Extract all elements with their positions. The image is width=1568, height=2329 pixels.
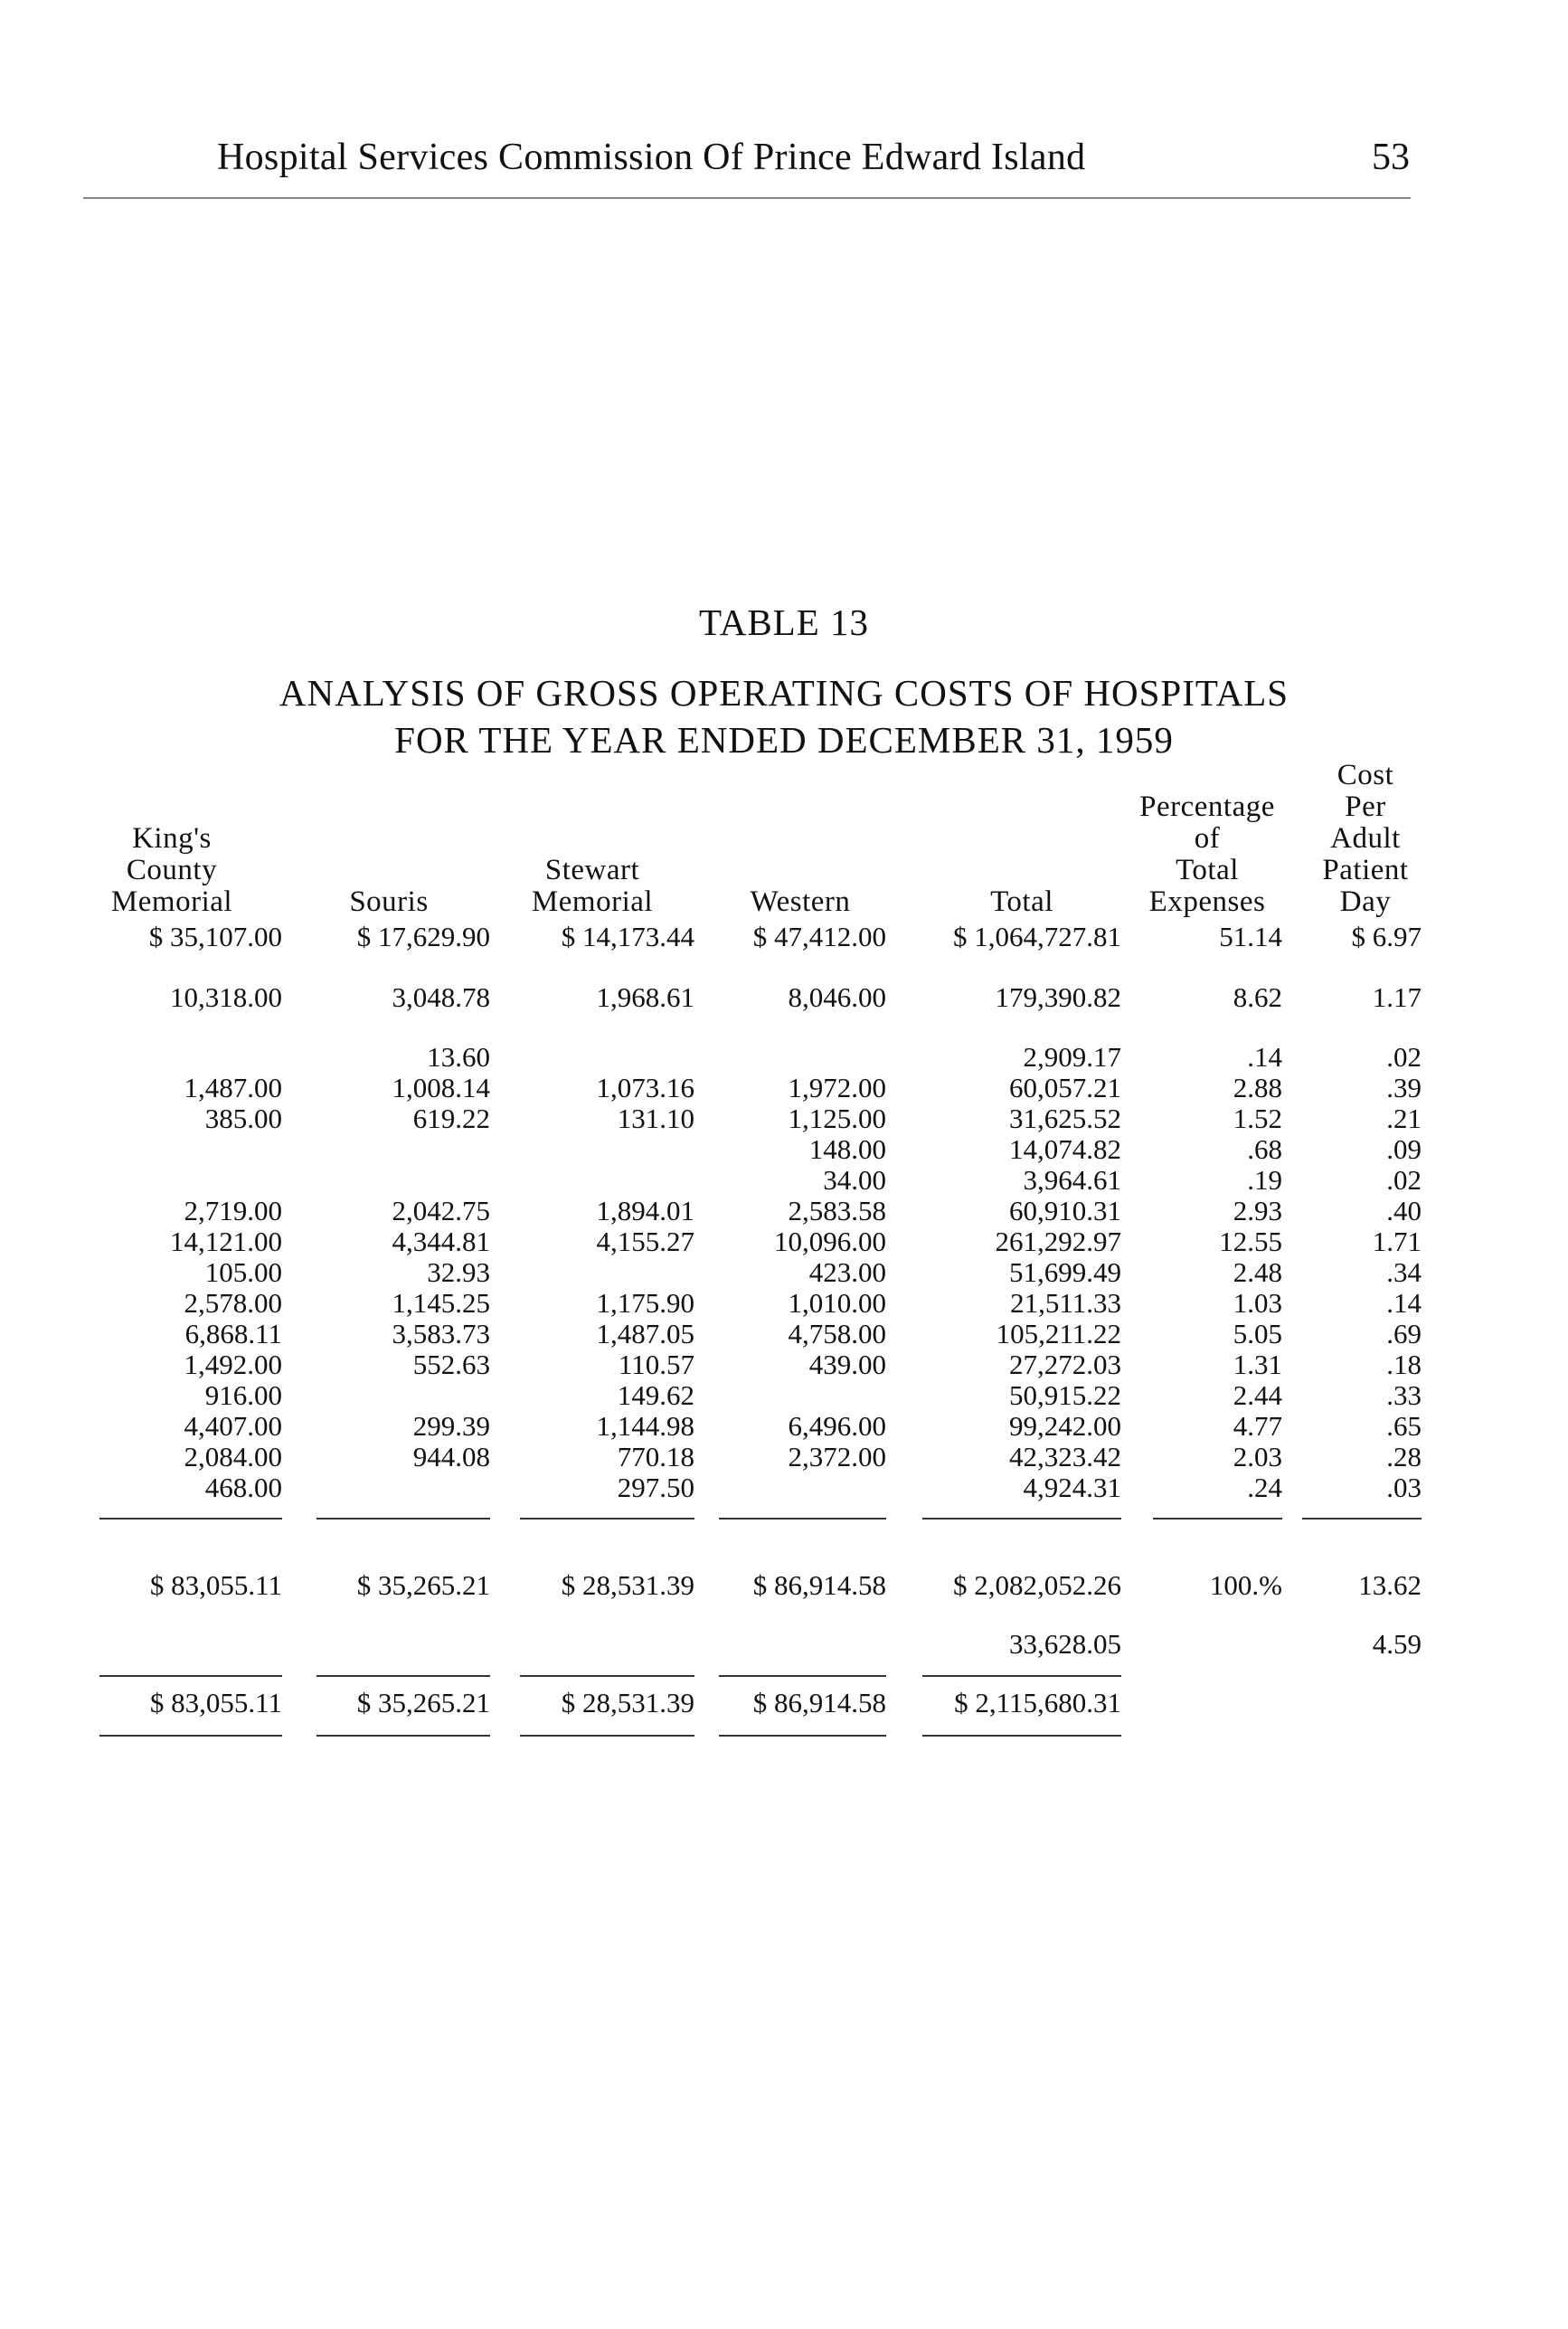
grand-total-underline <box>719 1735 886 1737</box>
cell-cost-per-day: .40 <box>1386 1195 1422 1226</box>
cell-kings-county: 105.00 <box>204 1256 282 1288</box>
cell-stewart: $ 28,531.39 <box>561 1569 694 1601</box>
cell-cost-per-day: .34 <box>1386 1256 1422 1288</box>
cell-souris: 2,042.75 <box>392 1195 490 1226</box>
cell-percentage: 8.62 <box>1233 981 1282 1013</box>
cell-kings-county: 4,407.00 <box>184 1410 282 1442</box>
table-row <box>0 1379 1568 1412</box>
grand-total-underline <box>520 1735 694 1737</box>
cell-total: 50,915.22 <box>1009 1379 1121 1411</box>
cell-kings-county: 1,487.00 <box>184 1072 282 1103</box>
cell-percentage: 2.48 <box>1233 1256 1282 1288</box>
cell-kings-county: 2,084.00 <box>184 1441 282 1472</box>
subtotal-rule <box>1302 1518 1422 1520</box>
table-row <box>0 1195 1568 1227</box>
cell-percentage: 5.05 <box>1233 1318 1282 1349</box>
col-header-line: Memorial <box>531 885 654 918</box>
cell-total: $ 2,115,680.31 <box>954 1687 1121 1718</box>
col-header-line: Expenses <box>1148 885 1266 918</box>
cell-cost-per-day: .33 <box>1386 1379 1422 1411</box>
cell-souris: 4,344.81 <box>392 1226 490 1257</box>
cell-cost-per-day: 1.17 <box>1372 981 1422 1013</box>
grand-total-underline <box>99 1735 282 1737</box>
cell-souris: 3,048.78 <box>392 981 490 1013</box>
subtotal-rule <box>316 1518 490 1520</box>
cell-kings-county: 14,121.00 <box>170 1226 282 1257</box>
cell-percentage: 100.% <box>1209 1569 1282 1601</box>
cell-western: 1,972.00 <box>788 1072 886 1103</box>
cell-total: 3,964.61 <box>1023 1164 1121 1196</box>
cell-percentage: 51.14 <box>1219 921 1282 952</box>
table-row <box>0 981 1568 1014</box>
cell-total: 14,074.82 <box>1009 1133 1121 1165</box>
col-header-line: Patient <box>1322 854 1409 886</box>
cell-total: 99,242.00 <box>1009 1410 1121 1442</box>
cell-percentage: 12.55 <box>1219 1226 1282 1257</box>
col-header-line: County <box>126 854 218 886</box>
cell-souris: 32.93 <box>427 1256 490 1288</box>
cell-percentage: .19 <box>1247 1164 1282 1196</box>
col-header-line: Total <box>990 885 1053 918</box>
cell-western: 439.00 <box>808 1349 886 1380</box>
table-row <box>0 921 1568 953</box>
cell-stewart: 4,155.27 <box>596 1226 694 1257</box>
cell-stewart: 1,144.98 <box>596 1410 694 1442</box>
grand-total-row <box>0 1687 1568 1719</box>
cell-cost-per-day: .65 <box>1386 1410 1422 1442</box>
col-header-line: Total <box>1176 854 1239 886</box>
cell-cost-per-day: .28 <box>1386 1441 1422 1472</box>
header-rule <box>83 197 1411 199</box>
cell-total: 31,625.52 <box>1009 1103 1121 1134</box>
cell-cost-per-day: .02 <box>1386 1041 1422 1073</box>
table-subtitle-line-1: ANALYSIS OF GROSS OPERATING COSTS OF HOSPITALS <box>279 672 1289 714</box>
col-header-cost-per-day <box>1293 760 1438 918</box>
col-header-percentage <box>1117 791 1298 918</box>
cell-souris: $ 35,265.21 <box>356 1569 490 1601</box>
cell-souris: 3,583.73 <box>392 1318 490 1349</box>
grand-total-rule <box>922 1675 1121 1677</box>
cell-total: $ 2,082,052.26 <box>953 1569 1121 1601</box>
table-row <box>0 1256 1568 1289</box>
cell-percentage: .24 <box>1247 1472 1282 1503</box>
cell-total: 179,390.82 <box>995 981 1121 1013</box>
col-header-line: Adult <box>1330 822 1401 855</box>
cell-souris: 552.63 <box>412 1349 490 1380</box>
running-title: Hospital Services Commission Of Prince Edward Island <box>217 137 1086 178</box>
grand-total-rule <box>99 1675 282 1677</box>
col-header-western <box>723 886 877 918</box>
cell-western: 2,583.58 <box>788 1195 886 1226</box>
table-row <box>0 1164 1568 1197</box>
table-row <box>0 1349 1568 1381</box>
cell-souris: 299.39 <box>412 1410 490 1442</box>
col-header-line: Western <box>750 885 851 918</box>
subtotal-row <box>0 1569 1568 1602</box>
cell-stewart: 131.10 <box>617 1103 694 1134</box>
cell-western: 423.00 <box>808 1256 886 1288</box>
table-row <box>0 1318 1568 1350</box>
col-header-total <box>959 886 1085 918</box>
col-header-line: King's <box>132 822 212 855</box>
cell-western: $ 86,914.58 <box>752 1569 886 1601</box>
cell-percentage: 1.52 <box>1233 1103 1282 1134</box>
cell-cost-per-day: .09 <box>1386 1133 1422 1165</box>
cell-stewart: 297.50 <box>617 1472 694 1503</box>
cell-kings-county: 385.00 <box>204 1103 282 1134</box>
cell-cost-per-day: .18 <box>1386 1349 1422 1380</box>
adjustment-row <box>0 1628 1568 1661</box>
cell-percentage: 2.44 <box>1233 1379 1282 1411</box>
cell-percentage: .14 <box>1247 1041 1282 1073</box>
cell-western: 2,372.00 <box>788 1441 886 1472</box>
subtotal-rule <box>520 1518 694 1520</box>
col-header-line: Memorial <box>110 885 233 918</box>
grand-total-rule <box>316 1675 490 1677</box>
cell-total: 60,910.31 <box>1009 1195 1121 1226</box>
cell-total: 21,511.33 <box>1010 1287 1121 1319</box>
cell-kings-county: $ 83,055.11 <box>149 1569 282 1601</box>
cell-souris: 944.08 <box>412 1441 490 1472</box>
col-header-stewart-memorial <box>502 855 683 918</box>
cell-stewart: 1,894.01 <box>596 1195 694 1226</box>
col-header-line: of <box>1194 822 1221 855</box>
subtotal-rule <box>719 1518 886 1520</box>
cell-western: $ 47,412.00 <box>752 921 886 952</box>
cell-stewart: $ 14,173.44 <box>561 921 694 952</box>
cell-total: 105,211.22 <box>996 1318 1121 1349</box>
cell-souris: 619.22 <box>412 1103 490 1134</box>
cell-cost-per-day: 1.71 <box>1372 1226 1422 1257</box>
cell-total: 33,628.05 <box>1009 1628 1121 1660</box>
col-header-line: Stewart <box>544 854 640 886</box>
cell-stewart: 149.62 <box>617 1379 694 1411</box>
cell-kings-county: 2,578.00 <box>184 1287 282 1319</box>
col-header-kings-county-memorial <box>72 823 271 918</box>
cell-kings-county: 10,318.00 <box>170 981 282 1013</box>
cell-total: 42,323.42 <box>1009 1441 1121 1472</box>
cell-western: 6,496.00 <box>788 1410 886 1442</box>
cell-total: 27,272.03 <box>1009 1349 1121 1380</box>
cell-kings-county: 6,868.11 <box>184 1318 282 1349</box>
cell-western: 1,010.00 <box>788 1287 886 1319</box>
cell-cost-per-day: $ 6.97 <box>1351 921 1422 952</box>
cell-percentage: 2.88 <box>1233 1072 1282 1103</box>
table-row <box>0 1226 1568 1258</box>
col-header-line: Cost <box>1337 759 1394 791</box>
cell-stewart: 1,175.90 <box>596 1287 694 1319</box>
table-row <box>0 1410 1568 1443</box>
cell-stewart: 770.18 <box>617 1441 694 1472</box>
col-header-souris <box>316 886 461 918</box>
col-header-line: Per <box>1345 791 1386 823</box>
table-subtitle-line-2: FOR THE YEAR ENDED DECEMBER 31, 1959 <box>394 719 1174 761</box>
cell-stewart: 1,073.16 <box>596 1072 694 1103</box>
col-header-line: Souris <box>349 885 429 918</box>
cell-western: 148.00 <box>808 1133 886 1165</box>
cell-stewart: 1,968.61 <box>596 981 694 1013</box>
cell-kings-county: 1,492.00 <box>184 1349 282 1380</box>
cell-souris: $ 17,629.90 <box>356 921 490 952</box>
grand-total-rule <box>719 1675 886 1677</box>
cell-western: $ 86,914.58 <box>752 1687 886 1718</box>
grand-total-underline <box>922 1735 1121 1737</box>
cell-cost-per-day: 13.62 <box>1358 1569 1422 1601</box>
cell-western: 8,046.00 <box>788 981 886 1013</box>
cell-percentage: 4.77 <box>1233 1410 1282 1442</box>
cell-cost-per-day: .14 <box>1386 1287 1422 1319</box>
page-number: 53 <box>1372 137 1410 178</box>
cell-total: 2,909.17 <box>1023 1041 1121 1073</box>
cell-souris: 13.60 <box>427 1041 490 1073</box>
cell-total: 60,057.21 <box>1009 1072 1121 1103</box>
cell-western: 1,125.00 <box>788 1103 886 1134</box>
cell-souris: 1,008.14 <box>392 1072 490 1103</box>
cell-percentage: 1.03 <box>1233 1287 1282 1319</box>
cell-western: 34.00 <box>823 1164 886 1196</box>
cell-western: 4,758.00 <box>788 1318 886 1349</box>
table-row <box>0 1287 1568 1320</box>
table-row <box>0 1041 1568 1074</box>
cell-kings-county: 2,719.00 <box>184 1195 282 1226</box>
subtotal-rule <box>99 1518 282 1520</box>
cell-cost-per-day: 4.59 <box>1372 1628 1422 1660</box>
cell-percentage: 2.93 <box>1233 1195 1282 1226</box>
table-row <box>0 1441 1568 1473</box>
cell-western: 10,096.00 <box>774 1226 886 1257</box>
grand-total-underline <box>316 1735 490 1737</box>
subtotal-rule <box>922 1518 1121 1520</box>
cell-percentage: .68 <box>1247 1133 1282 1165</box>
cell-souris: 1,145.25 <box>392 1287 490 1319</box>
cell-stewart: 110.57 <box>618 1349 694 1380</box>
cell-cost-per-day: .39 <box>1386 1072 1422 1103</box>
cell-total: 261,292.97 <box>995 1226 1121 1257</box>
col-header-line: Percentage <box>1139 791 1275 823</box>
table-row <box>0 1133 1568 1166</box>
subtotal-rule <box>1153 1518 1282 1520</box>
table-row <box>0 1103 1568 1135</box>
cell-cost-per-day: .03 <box>1386 1472 1422 1503</box>
cell-kings-county: $ 83,055.11 <box>149 1687 282 1718</box>
table-title: TABLE 13 <box>698 601 870 643</box>
cell-kings-county: $ 35,107.00 <box>148 921 282 952</box>
cell-kings-county: 916.00 <box>204 1379 282 1411</box>
cell-percentage: 2.03 <box>1233 1441 1282 1472</box>
cell-total: 51,699.49 <box>1009 1256 1121 1288</box>
cell-stewart: 1,487.05 <box>596 1318 694 1349</box>
cell-cost-per-day: .21 <box>1386 1103 1422 1134</box>
table-row <box>0 1072 1568 1104</box>
cell-kings-county: 468.00 <box>204 1472 282 1503</box>
cell-souris: $ 35,265.21 <box>356 1687 490 1718</box>
col-header-line: Day <box>1339 885 1392 918</box>
cell-total: 4,924.31 <box>1023 1472 1121 1503</box>
cell-cost-per-day: .02 <box>1386 1164 1422 1196</box>
cell-stewart: $ 28,531.39 <box>561 1687 694 1718</box>
grand-total-rule <box>520 1675 694 1677</box>
cell-percentage: 1.31 <box>1233 1349 1282 1380</box>
cell-total: $ 1,064,727.81 <box>953 921 1121 952</box>
table-row <box>0 1472 1568 1504</box>
cell-cost-per-day: .69 <box>1386 1318 1422 1349</box>
